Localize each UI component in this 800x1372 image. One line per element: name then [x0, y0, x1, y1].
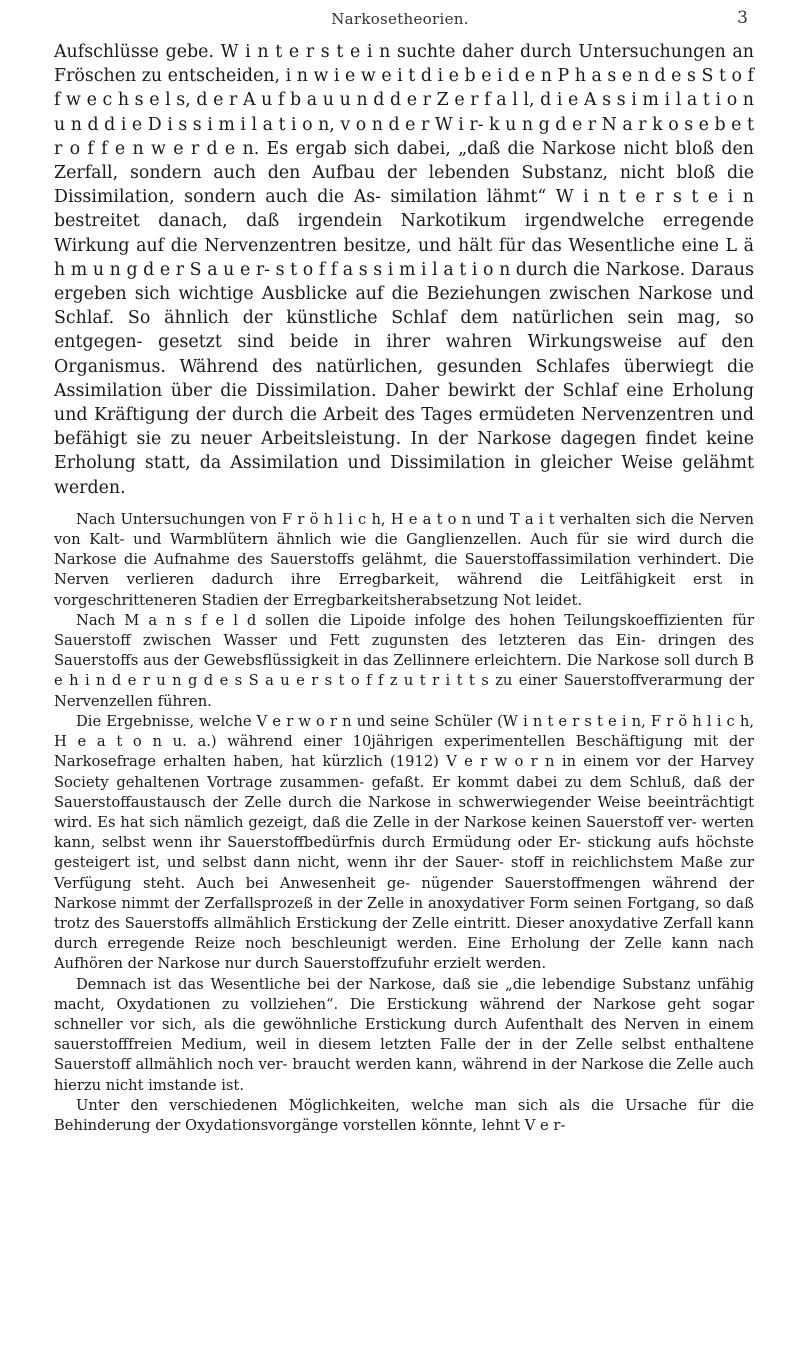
paragraph: Nach M a n s f e l d sollen die Lipoide infolge des hohen Teilungskoeffizienten für Sauerstoff zwischen Wasser und Fett zugunsten des letzteren das Ein- dringen des Sauerstoffs aus der Gewebsflüssigkeit in das Zellinnere erleichtern. Die Narkose soll durch B e h i n d e r u n g d e s S a u e r s t o f f z u t r i t t s zu einer Sauerstoffverarmung der Nervenzellen führen. — [54, 611, 754, 710]
main-text-block — [54, 40, 754, 500]
small-print-block — [54, 510, 754, 1136]
paragraph: Die Ergebnisse, welche V e r w o r n und seine Schüler (W i n t e r s t e i n, F r ö h l i c h, H e a t o n u. a.) während einer 10jährigen experimentellen Beschäftigung mit der Narkosefrage erhalten haben, hat kürzlich (1912) V e r w o r n in einem vor der Harvey Society gehaltenen Vortrage zusammen- gefaßt. Er kommt dabei zu dem Schluß, daß der Sauerstoffaustausch der Zelle durch die Narkose in schwerwiegender Weise beeinträchtigt wird. Es hat sich nämlich gezeigt, daß die Zelle in der Narkose keinen Sauerstoff ver- werten kann, selbst wenn ihr Sauerstoffbedürfnis durch Ermüdung oder Er- stickung aufs höchste gesteigert ist, und selbst dann nicht, wenn ihr der Sauer- stoff in reichlichstem Maße zur Verfügung steht. Auch bei Anwesenheit ge- nügender Sauerstoffmengen während der Narkose nimmt der Zerfallsprozeß in der Zelle in anoxydativer Form seinen Fortgang, so daß trotz des Sauerstoffs allmählich Erstickung der Zelle eintritt. Dieser anoxydative Zerfall kann durch erregende Reize noch beschleunigt werden. Eine Erholung der Zelle kann nach Aufhören der Narkose nur durch Sauerstoffzufuhr erzielt werden. — [54, 712, 754, 973]
paragraph: Aufschlüsse gebe. W i n t e r s t e i n suchte daher durch Untersuchungen an Fröschen zu entscheiden, i n w i e w e i t d i e b e i d e n P h a s e n d e s S t o f f w e c h s e l s, d e r A u f b a u u n d d e r Z e r f a l l, d i e A s s i m i l a t i o n u n d d i e D i s s i m i l a t i o n, v o n d e r W i r- k u n g d e r N a r k o s e b e t r o f f e n w e r d e n. Es ergab sich dabei, „daß die Narkose nicht bloß den Zerfall, sondern auch den Aufbau der lebenden Substanz, nicht bloß die Dissimilation, sondern auch die As- similation lähmt“ W i n t e r s t e i n bestreitet danach, daß irgendein Narkotikum irgendwelche erregende Wirkung auf die Nervenzentren besitze, und hält für das Wesentliche eine L ä h m u n g d e r S a u e r- s t o f f a s s i m i l a t i o n durch die Narkose. Daraus ergeben sich wichtige Ausblicke auf die Beziehungen zwischen Narkose und Schlaf. So ähnlich der künstliche Schlaf dem natürlichen sein mag, so entgegen- gesetzt sind beide in ihrer wahren Wirkungsweise auf den Organismus. Während des natürlichen, gesunden Schlafes überwiegt die Assimilation über die Dissimilation. Daher bewirkt der Schlaf eine Erholung und Kräftigung der durch die Arbeit des Tages ermüdeten Nervenzentren und befähigt sie zu neuer Arbeitsleistung. In der Narkose dagegen findet keine Erholung statt, da Assimilation und Dissimilation in gleicher Weise gelähmt werden. — [54, 42, 754, 498]
paragraph: Demnach ist das Wesentliche bei der Narkose, daß sie „die lebendige Substanz unfähig macht, Oxydationen zu vollziehen“. Die Erstickung während der Narkose geht sogar schneller vor sich, als die gewöhnliche Erstickung durch Aufenthalt des Nerven in einem sauerstofffreien Medium, weil in diesem letzten Falle der in der Zelle selbst enthaltene Sauerstoff allmählich noch ver- braucht werden kann, während in der Narkose die Zelle auch hierzu nicht imstande ist. — [54, 975, 754, 1094]
page-header — [0, 4, 800, 34]
paragraph: Unter den verschiedenen Möglichkeiten, welche man sich als die Ursache für die Behinderung der Oxydationsvorgänge vorstellen könnte, lehnt V e r- — [54, 1096, 754, 1134]
paragraph: Nach Untersuchungen von F r ö h l i c h, H e a t o n und T a i t verhalten sich die Nerven von Kalt- und Warmblütern ähnlich wie die Ganglienzellen. Auch für sie wird durch die Narkose die Aufnahme des Sauerstoffs gelähmt, die Sauerstoffassimilation verhindert. Die Nerven verlieren dadurch ihre Erregbarkeit, während die Leitfähigkeit erst in vorgeschritteneren Stadien der Erregbarkeitsherabsetzung Not leidet. — [54, 510, 754, 609]
running-title: Narkosetheorien. — [331, 10, 469, 28]
body-text — [54, 40, 754, 1136]
page-number: 3 — [737, 8, 748, 28]
